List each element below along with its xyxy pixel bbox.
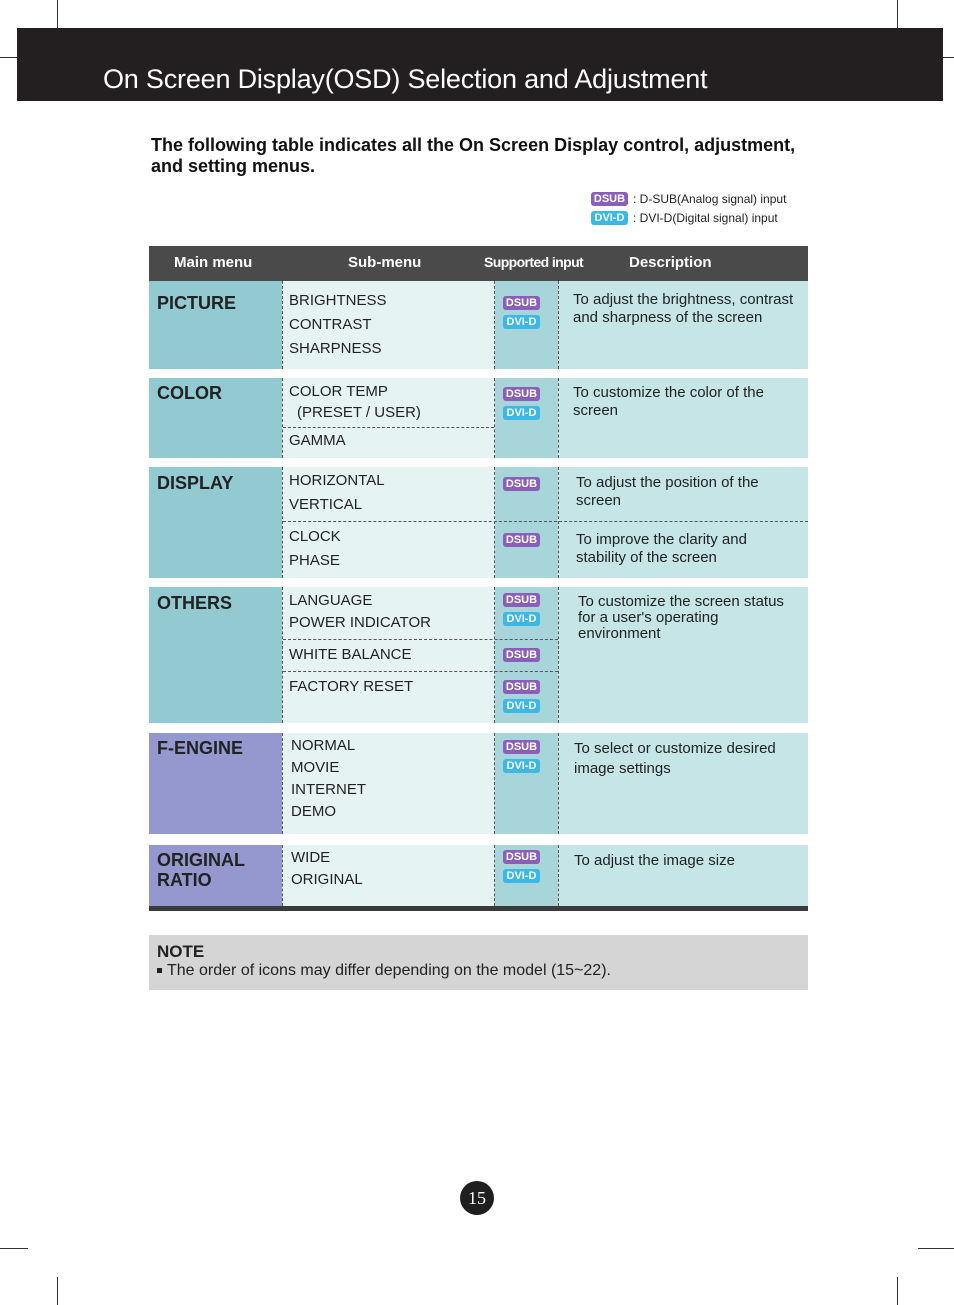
sub-item: DEMO [291,803,336,820]
sub-item: FACTORY RESET [289,678,414,695]
note-title: NOTE [157,942,205,961]
sub-item: ORIGINAL [291,871,363,888]
col-description: Description [629,254,712,271]
badge-group [503,477,540,496]
sub-item: BRIGHTNESS [289,292,387,309]
crop-mark [0,1248,28,1249]
note-text: The order of icons may differ depending on the model (15~22). [167,962,611,979]
legend-text: : D-SUB(Analog signal) input [633,192,787,206]
page-number: 15 [460,1181,494,1215]
legend-dsub [591,192,786,206]
table-row-color [149,378,808,458]
main-menu-label: F-ENGINE [157,738,244,758]
table-row-others [149,587,808,723]
description: To customize the screen status for a user's operating environment [578,593,784,642]
main-menu-label: COLOR [157,383,222,403]
table-row-picture [149,281,808,369]
crop-mark [943,57,954,58]
col-supported-input: Supported input [484,254,584,270]
sub-item: SHARPNESS [289,340,382,357]
badge-group [503,740,540,778]
dvid-badge: DVI-D [503,699,540,713]
legend-dvid [591,211,778,225]
crop-mark [897,0,898,28]
crop-mark [57,0,58,28]
table-row-f-engine [149,733,808,834]
dsub-badge: DSUB [503,850,540,864]
sub-item: (PRESET / USER) [297,404,421,421]
intro-text: The following table indicates all the On Screen Display control, adjustment, and setting menus. [151,135,796,176]
dsub-badge: DSUB [503,296,540,310]
crop-mark [897,1277,898,1305]
crop-mark [918,1248,954,1249]
main-menu-label: ORIGINAL [157,850,245,870]
dvid-badge: DVI-D [503,406,540,420]
sub-item: POWER INDICATOR [289,614,431,631]
description: To adjust the image size [574,852,735,869]
sub-item: INTERNET [291,781,366,798]
badge-group [503,533,540,552]
badge-group [503,296,540,334]
col-main-menu: Main menu [174,254,253,271]
sub-item: NORMAL [291,737,356,754]
table-bottom-rule [149,906,808,911]
note-text-line [157,962,611,980]
note-box [149,935,808,990]
sub-item: CLOCK [289,528,341,545]
crop-mark [57,1277,58,1305]
description: To customize the color of the screen [573,384,764,419]
dvid-badge: DVI-D [503,759,540,773]
sub-item: MOVIE [291,759,340,776]
sub-item: WIDE [291,849,331,866]
main-menu-label: PICTURE [157,293,237,313]
dvid-badge: DVI-D [503,869,540,883]
sub-item: PHASE [289,552,340,569]
dvid-badge: DVI-D [503,315,540,329]
dsub-badge: DSUB [503,740,540,754]
main-menu-label: RATIO [157,870,212,890]
sub-item: CONTRAST [289,316,372,333]
dvid-badge: DVI-D [503,612,540,626]
sub-item: HORIZONTAL [289,472,385,489]
description: To select or customize desired image settings [574,740,776,777]
dsub-badge: DSUB [503,477,540,491]
dvid-badge: DVI-D [591,211,628,225]
main-menu-label: OTHERS [157,593,233,613]
description: To adjust the brightness, contrast and sharpness of the screen [573,291,794,326]
table-row-original-ratio [149,845,808,906]
dsub-badge: DSUB [503,593,540,607]
dsub-badge: DSUB [503,533,540,547]
badge-group [503,850,540,888]
bullet-icon [157,968,162,973]
badge-group [503,593,540,631]
dsub-badge: DSUB [503,680,540,694]
sub-item: VERTICAL [289,496,363,513]
sub-item: WHITE BALANCE [289,646,412,663]
table-row-display [149,467,808,578]
legend-text: : DVI-D(Digital signal) input [633,211,778,225]
dsub-badge: DSUB [503,387,540,401]
dsub-badge: DSUB [503,648,540,662]
sub-item: GAMMA [289,432,346,449]
table-header [149,246,808,281]
crop-mark [0,57,17,58]
description: To adjust the position of the screen [576,474,759,509]
page-title: On Screen Display(OSD) Selection and Adjustment [103,64,708,94]
main-menu-label: DISPLAY [157,473,234,493]
sub-item: LANGUAGE [289,592,373,609]
sub-item: COLOR TEMP [289,383,388,400]
badge-group [503,387,540,425]
badge-group [503,648,540,667]
col-sub-menu: Sub-menu [348,254,422,271]
description: To improve the clarity and stability of the screen [576,531,747,566]
dsub-badge: DSUB [591,192,628,206]
badge-group [503,680,540,718]
